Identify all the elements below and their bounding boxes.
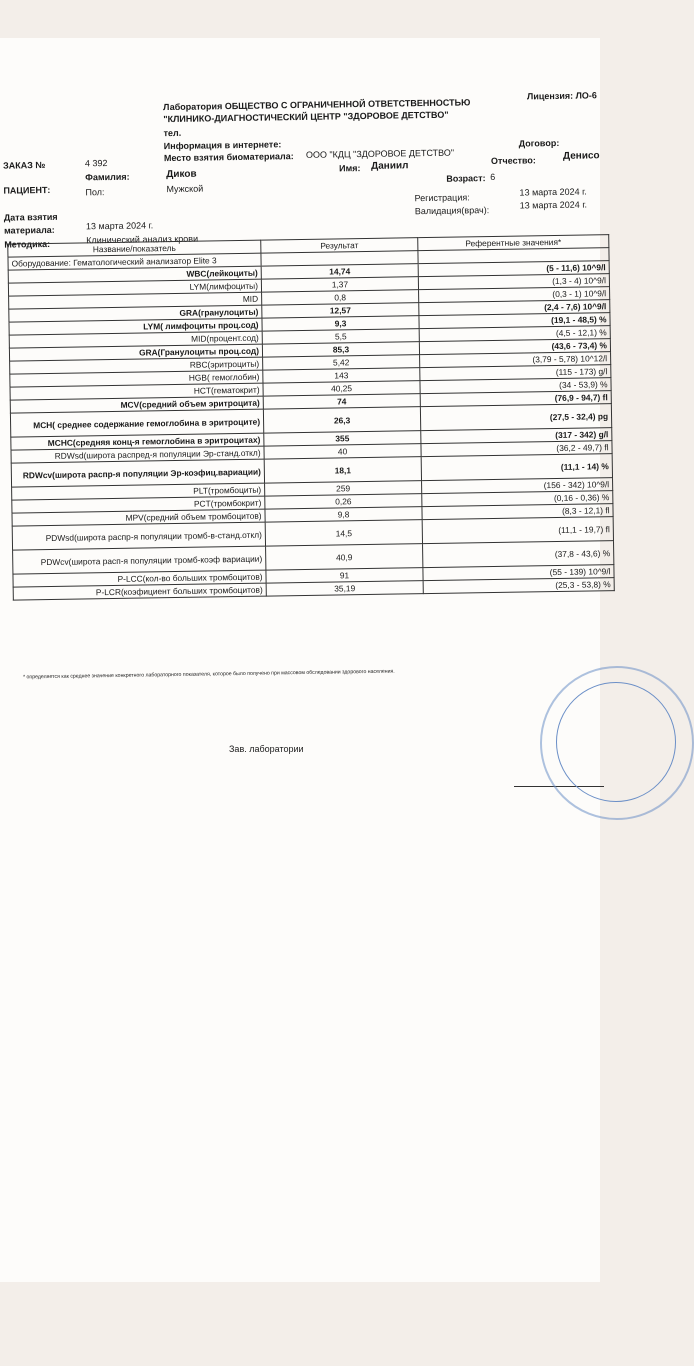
row-result: 1,37 xyxy=(261,277,418,292)
row-ref: (0,3 - 1) 10^9/l xyxy=(419,287,610,303)
order-label: ЗАКАЗ № xyxy=(2,160,46,171)
row-name: LYM(лимфоциты) xyxy=(8,279,261,296)
row-result: 91 xyxy=(266,568,423,583)
order-number: 4 392 xyxy=(84,158,108,169)
equipment-label: Оборудование: xyxy=(11,257,71,269)
method-label: Методика: xyxy=(4,238,51,250)
seal-inner-ring xyxy=(556,682,676,802)
sample-date-label2: материала: xyxy=(3,224,55,236)
col-name-header: Название/показатель xyxy=(8,240,261,257)
row-result: 14,5 xyxy=(265,520,422,546)
signature-label: Зав. лаборатории xyxy=(229,744,304,754)
row-ref: (11,1 - 14) % xyxy=(421,454,612,481)
lab-name-line1: Лаборатория ОБЩЕСТВО С ОГРАНИЧЕННОЙ ОТВЕТСТВЕННОСТЬЮ xyxy=(163,97,471,113)
registration-label: Регистрация: xyxy=(414,192,470,204)
row-name: WBC(лейкоциты) xyxy=(8,266,261,283)
row-name: MID(процент.сод) xyxy=(9,331,262,348)
row-result: 5,5 xyxy=(262,329,419,344)
license: Лицензия: ЛО-6 xyxy=(526,90,597,102)
row-result: 74 xyxy=(263,394,420,409)
row-name: MID xyxy=(9,292,262,309)
row-name: MCV(средний объем эритроцита) xyxy=(10,396,263,413)
row-ref: (3,79 - 5,78) 10^12/l xyxy=(420,352,611,368)
place-value: ООО "КДЦ "ЗДОРОВОЕ ДЕТСТВО" xyxy=(305,147,455,160)
row-result: 0,8 xyxy=(262,290,419,305)
row-result: 12,57 xyxy=(262,303,419,318)
name-label: Имя: xyxy=(339,163,361,174)
surname-label: Фамилия: xyxy=(85,171,130,183)
row-result: 0,26 xyxy=(265,494,422,509)
row-name: MCH( среднее содержание гемоглобина в эритроците) xyxy=(10,409,263,437)
row-ref: (19,1 - 48,5) % xyxy=(419,313,610,329)
patronymic-value: Денисо xyxy=(562,150,600,162)
row-result: 26,3 xyxy=(263,407,420,433)
method-value: Клинический анализ крови xyxy=(86,233,199,246)
row-ref: (317 - 342) g/l xyxy=(421,428,612,444)
row-ref: (34 - 53,9) % xyxy=(420,378,611,394)
row-ref: (36,2 - 49,7) fl xyxy=(421,441,612,457)
row-name: P-LCR(коэфициент больших тромбоцитов) xyxy=(13,583,266,600)
row-name: RBC(эритроциты) xyxy=(10,357,263,374)
lab-name-line2: "КЛИНИКО-ДИАГНОСТИЧЕСКИЙ ЦЕНТР "ЗДОРОВОЕ ДЕТСТВО" xyxy=(163,109,449,125)
row-name: HGB( гемоглобин) xyxy=(10,370,263,387)
equipment-value: Гематологический анализатор Elite 3 xyxy=(73,255,217,268)
phone-label: тел. xyxy=(163,127,182,139)
lab-report xyxy=(0,33,610,742)
surname-value: Диков xyxy=(166,168,197,181)
row-ref: (2,4 - 7,6) 10^9/l xyxy=(419,300,610,316)
age-label: Возраст: xyxy=(446,173,486,184)
sex-label: Пол: xyxy=(85,187,105,198)
row-result: 355 xyxy=(264,431,421,446)
row-ref: (55 - 139) 10^9/l xyxy=(423,565,614,581)
row-name: RDWcv(широта распр-я популяции Эр-коэфиц.вариации) xyxy=(11,459,264,487)
col-result-header: Результат xyxy=(261,238,418,253)
row-name: PCT(тромбокрит) xyxy=(12,496,265,513)
document-sheet xyxy=(0,38,611,1282)
col-ref-header: Референтные значения* xyxy=(418,235,609,251)
row-result: 259 xyxy=(265,481,422,496)
row-name: PLT(тромбоциты) xyxy=(12,483,265,500)
results-table xyxy=(7,234,615,600)
row-result: 40,25 xyxy=(263,381,420,396)
row-result: 14,74 xyxy=(261,264,418,279)
row-ref: (27,5 - 32,4) pg xyxy=(420,404,611,431)
row-ref: (43,6 - 73,4) % xyxy=(419,339,610,355)
row-name: MCHC(средняя конц-я гемоглобина в эритроцитах) xyxy=(11,433,264,450)
row-name: HCT(гематокрит) xyxy=(10,383,263,400)
row-ref: (4,5 - 12,1) % xyxy=(419,326,610,342)
contract-label: Договор: xyxy=(518,137,560,149)
row-ref: (25,3 - 53,8) % xyxy=(423,578,614,594)
row-ref: (156 - 342) 10^9/l xyxy=(422,478,613,494)
row-result: 9,3 xyxy=(262,316,419,331)
row-ref: (0,16 - 0,36) % xyxy=(422,491,613,507)
row-ref: (11,1 - 19,7) fl xyxy=(422,517,613,544)
row-result: 18,1 xyxy=(264,457,421,483)
row-result: 5,42 xyxy=(263,355,420,370)
sample-date-label: Дата взятия xyxy=(3,211,58,223)
row-result: 40 xyxy=(264,444,421,459)
patronymic-label: Отчество: xyxy=(490,155,536,167)
row-name: GRA(Гранулоциты проц.сод) xyxy=(9,344,262,361)
internet-label: Информация в интернете: xyxy=(163,139,282,152)
row-name: GRA(гранулоциты) xyxy=(9,305,262,322)
row-name: PDWcv(широта расп-я популяции тромб-коэф вариации) xyxy=(13,546,266,574)
row-name: P-LCC(кол-во больших тромбоцитов) xyxy=(13,570,266,587)
row-result: 9,8 xyxy=(265,507,422,522)
sex-value: Мужской xyxy=(166,183,204,195)
registration-date: 13 марта 2024 г. xyxy=(519,186,587,198)
patient-label: ПАЦИЕНТ: xyxy=(3,184,51,196)
row-name: LYM( лимфоциты проц.сод) xyxy=(9,318,262,335)
row-ref: (115 - 173) g/l xyxy=(420,365,611,381)
name-value: Даниил xyxy=(370,160,409,172)
row-result: 143 xyxy=(263,368,420,383)
row-ref: (5 - 11,6) 10^9/l xyxy=(418,261,609,277)
validation-date: 13 марта 2024 г. xyxy=(519,199,588,211)
row-ref: (76,9 - 94,7) fl xyxy=(420,391,611,407)
row-name: PDWsd(широта распр-я популяции тромб-в-станд.откл) xyxy=(12,522,265,550)
sample-date-value: 13 марта 2024 г. xyxy=(85,220,154,232)
row-result: 35,19 xyxy=(266,581,423,596)
footnote: * определяется как среднее значение конкретного лабораторного показателя, которое было получено при массовом обследовании здорового населения. xyxy=(23,668,395,681)
age-value: 6 xyxy=(490,171,496,183)
row-name: MPV(средний объем тромбоцитов) xyxy=(12,509,265,526)
row-ref: (1,3 - 4) 10^9/l xyxy=(418,274,609,290)
row-name: RDWsd(широта распред-я популяции Эр-станд.откл) xyxy=(11,446,264,463)
row-ref: (37,8 - 43,6) % xyxy=(423,541,614,568)
validation-label: Валидация(врач): xyxy=(414,205,490,217)
place-label: Место взятия биоматериала: xyxy=(163,151,294,164)
row-result: 40,9 xyxy=(266,544,423,570)
row-ref: (8,3 - 12,1) fl xyxy=(422,504,613,520)
row-result: 85,3 xyxy=(262,342,419,357)
